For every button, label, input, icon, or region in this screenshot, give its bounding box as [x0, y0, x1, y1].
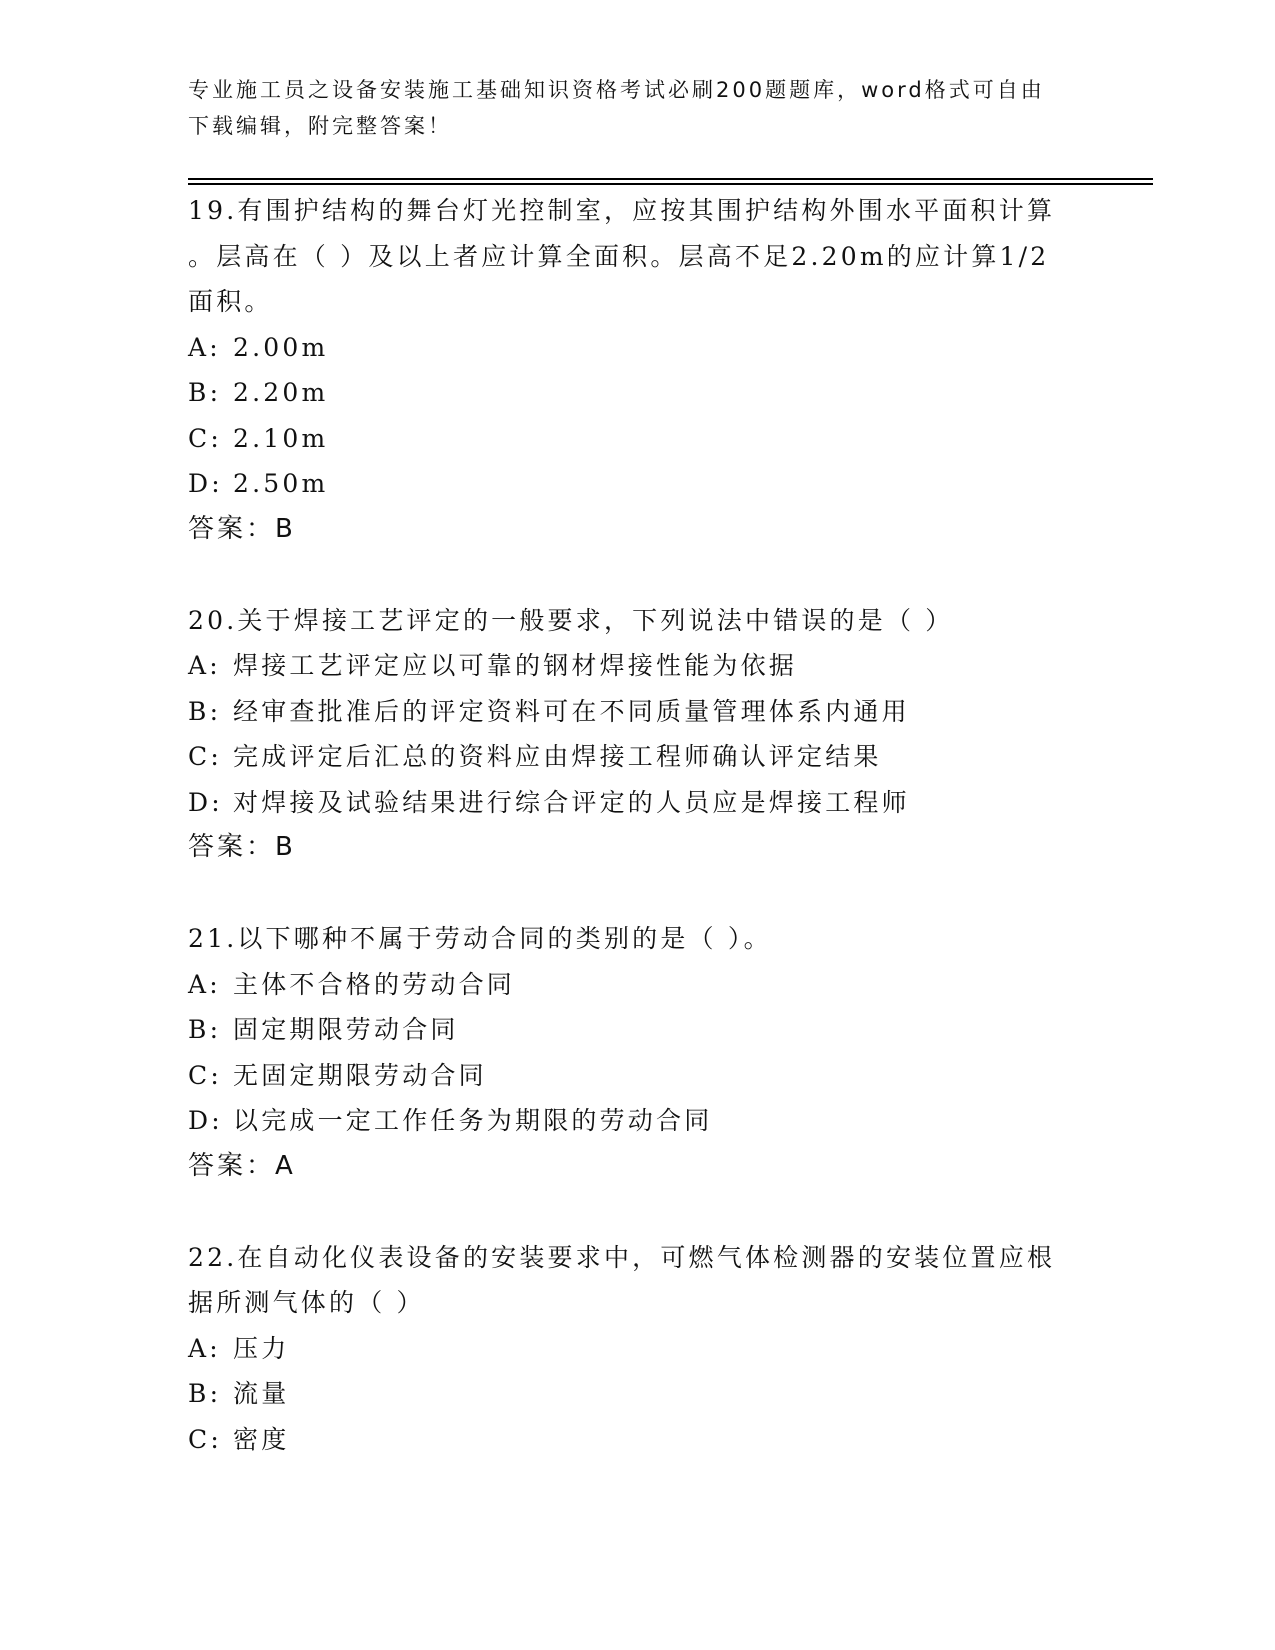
option-text: 完成评定后汇总的资料应由焊接工程师确认评定结果 — [233, 742, 882, 771]
option-letter: A: — [188, 651, 221, 680]
option-text: 密度 — [233, 1424, 290, 1454]
header-line-2: 下载编辑，附完整答案！ — [188, 114, 452, 138]
option-letter: B: — [188, 696, 222, 726]
header-divider-top — [188, 178, 1153, 180]
option-b — [188, 1007, 1088, 1053]
question-stem: 20.关于焊接工艺评定的一般要求，下列说法中错误的是（ ） — [188, 605, 954, 635]
answer-line: 答案：B — [188, 513, 296, 544]
question-19 — [188, 188, 1088, 552]
option-b — [188, 689, 1088, 735]
question-list — [188, 188, 1088, 1462]
option-letter: A: — [188, 1333, 221, 1363]
option-text: 2.00m — [233, 332, 329, 362]
option-text: 焊接工艺评定应以可靠的钢材焊接性能为依据 — [233, 651, 798, 680]
option-letter: B: — [188, 378, 222, 407]
option-d — [188, 461, 1088, 507]
question-21 — [188, 916, 1088, 1189]
option-letter: D: — [188, 469, 223, 498]
option-a — [188, 962, 1088, 1008]
option-a — [188, 643, 1088, 689]
question-spacer — [188, 871, 1088, 917]
option-text: 对焊接及试验结果进行综合评定的人员应是焊接工程师 — [233, 787, 910, 817]
question-spacer — [188, 1189, 1088, 1235]
option-letter: D: — [188, 1106, 223, 1135]
option-letter: D: — [188, 787, 223, 817]
option-letter: C: — [188, 423, 222, 453]
option-text: 2.10m — [233, 423, 329, 453]
question-20 — [188, 598, 1088, 871]
option-c — [188, 1053, 1088, 1099]
option-d — [188, 780, 1088, 826]
option-letter: C: — [188, 1424, 222, 1454]
option-text: 无固定期限劳动合同 — [233, 1060, 487, 1090]
question-22 — [188, 1235, 1088, 1463]
option-a — [188, 325, 1088, 371]
option-a — [188, 1326, 1088, 1372]
header-divider-bottom — [188, 183, 1153, 185]
header-line-1: 专业施工员之设备安装施工基础知识资格考试必刷200题题库，word格式可自由 — [188, 78, 1045, 102]
option-d — [188, 1098, 1088, 1144]
option-text: 压力 — [233, 1333, 290, 1363]
option-text: 主体不合格的劳动合同 — [233, 969, 516, 999]
option-text: 固定期限劳动合同 — [233, 1015, 459, 1044]
option-letter: A: — [188, 332, 221, 362]
option-letter: B: — [188, 1015, 222, 1044]
option-c — [188, 416, 1088, 462]
option-text: 流量 — [233, 1379, 290, 1408]
option-c — [188, 1417, 1088, 1463]
option-letter: A: — [188, 969, 221, 999]
answer-line: 答案：B — [188, 832, 296, 862]
option-letter: C: — [188, 742, 222, 771]
option-b — [188, 1371, 1088, 1417]
option-text: 经审查批准后的评定资料可在不同质量管理体系内通用 — [233, 696, 910, 726]
option-text: 2.50m — [233, 469, 329, 498]
document-header — [188, 72, 1068, 144]
option-text: 2.20m — [233, 378, 329, 407]
question-stem: 22.在自动化仪表设备的安装要求中，可燃气体检测器的安装位置应根 据所测气体的（ ） — [188, 1242, 1056, 1317]
option-text: 以完成一定工作任务为期限的劳动合同 — [233, 1106, 713, 1135]
question-stem: 19.有围护结构的舞台灯光控制室，应按其围护结构外围水平面积计算 。层高在（ ）及以上者应计算全面积。层高不足2.20m的应计算1/2 面积。 — [188, 196, 1056, 316]
answer-line: 答案：A — [188, 1150, 296, 1181]
option-b — [188, 370, 1088, 416]
question-stem: 21.以下哪种不属于劳动合同的类别的是（ ）。 — [188, 924, 772, 953]
option-c — [188, 734, 1088, 780]
question-spacer — [188, 552, 1088, 598]
option-letter: C: — [188, 1060, 222, 1090]
option-letter: B: — [188, 1379, 222, 1408]
